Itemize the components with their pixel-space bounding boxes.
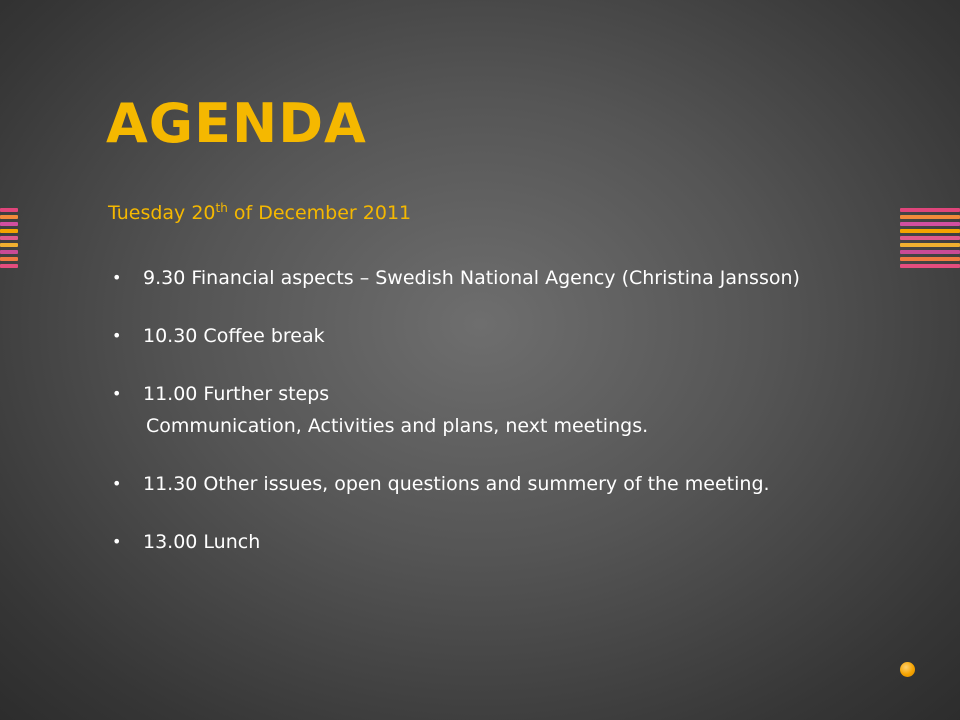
stripe	[0, 257, 18, 261]
stripe	[0, 264, 18, 268]
stripe	[900, 229, 960, 233]
stripe	[900, 208, 960, 212]
stripe	[0, 215, 18, 219]
agenda-item	[108, 530, 828, 554]
stripe	[0, 229, 18, 233]
slide-subtitle	[108, 202, 411, 224]
subtitle-date-prefix: Tuesday 20	[108, 202, 216, 224]
stripe	[0, 250, 18, 254]
stripe	[0, 236, 18, 240]
agenda-item-text: 11.30 Other issues, open questions and summery of the meeting.	[143, 473, 770, 495]
decorative-stripes-right	[900, 208, 960, 270]
subtitle-date-superscript: th	[215, 201, 228, 215]
stripe	[0, 243, 18, 247]
stripe	[900, 243, 960, 247]
agenda-item-text: 9.30 Financial aspects – Swedish National Agency (Christina Jansson)	[143, 267, 800, 289]
slide-title: AGENDA	[106, 92, 367, 155]
stripe	[0, 222, 18, 226]
agenda-item	[108, 472, 828, 496]
stripe	[900, 257, 960, 261]
stripe	[900, 264, 960, 268]
bullet-icon: •	[112, 326, 122, 345]
decorative-stripes-left	[0, 208, 18, 270]
agenda-item	[108, 382, 828, 438]
agenda-item-text: 11.00 Further steps	[143, 383, 330, 405]
stripe	[900, 236, 960, 240]
subtitle-date-suffix: of December 2011	[227, 202, 412, 224]
agenda-item-text: 13.00 Lunch	[143, 531, 261, 553]
agenda-item	[108, 266, 828, 290]
agenda-item-text: 10.30 Coffee break	[143, 325, 325, 347]
stripe	[0, 208, 18, 212]
agenda-item-subtext: Communication, Activities and plans, next meetings.	[146, 415, 649, 437]
bullet-icon: •	[112, 268, 122, 287]
bullet-icon: •	[112, 384, 122, 403]
stripe	[900, 250, 960, 254]
bullet-icon: •	[112, 474, 122, 493]
bullet-icon: •	[112, 532, 122, 551]
stripe	[900, 215, 960, 219]
agenda-item	[108, 324, 828, 348]
agenda-list	[108, 266, 828, 588]
orange-dot-icon	[900, 662, 915, 677]
stripe	[900, 222, 960, 226]
